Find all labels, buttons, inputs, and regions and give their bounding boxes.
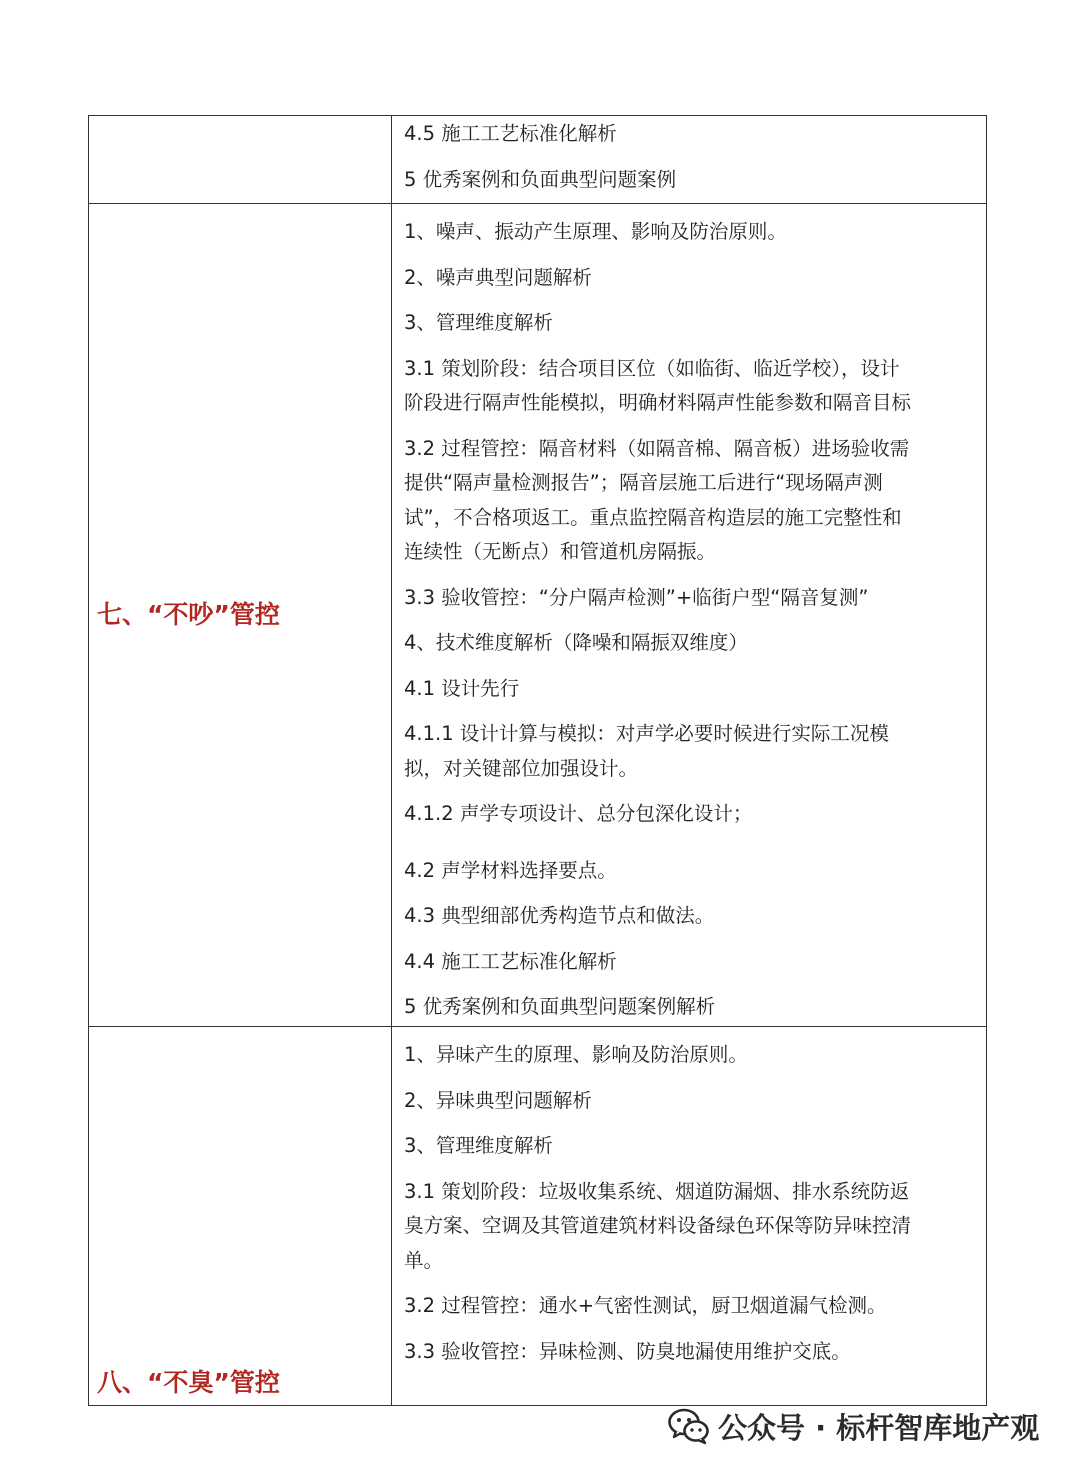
row3-content xyxy=(392,1027,986,1369)
row1-content xyxy=(392,116,986,197)
content-line: 3.2 过程管控：隔音材料（如隔音棉、隔音板）进场验收需 xyxy=(404,436,910,460)
content-line: 5 优秀案例和负面典型问题案例解析 xyxy=(404,995,716,1018)
content-line: 单。 xyxy=(404,1248,444,1272)
paragraph-gap xyxy=(404,661,978,672)
content-line: 1、异味产生的原理、影响及防治原则。 xyxy=(404,1043,748,1066)
content-line: 3.3 验收管控：“分户隔声检测”+临街户型“隔音复测” xyxy=(404,585,869,609)
content-line: 提供“隔声量检测报告”；隔音层施工后进行“现场隔声测 xyxy=(404,471,883,494)
paragraph-gap xyxy=(404,888,978,899)
content-line: 4.5 施工工艺标准化解析 xyxy=(404,122,617,145)
content-line: 拟，对关键部位加强设计。 xyxy=(404,756,639,780)
paragraph-gap xyxy=(404,615,978,626)
paragraph-gap xyxy=(404,843,978,854)
paragraph-gap xyxy=(404,341,978,352)
row2-section-title: 七、“不吵”管控 xyxy=(97,600,280,629)
content-line: 4.1 设计先行 xyxy=(404,676,520,700)
row3-section-title: 八、“不臭”管控 xyxy=(97,1368,280,1397)
row2-left-cell xyxy=(89,204,392,1027)
row2-content xyxy=(392,204,986,1025)
content-line: 4.1.1 设计计算与模拟：对声学必要时候进行实际工况模 xyxy=(404,722,889,745)
wechat-icon xyxy=(668,1406,710,1446)
table-row xyxy=(89,204,987,1027)
watermark xyxy=(668,1404,1039,1448)
paragraph-gap xyxy=(404,250,978,261)
content-line: 2、异味典型问题解析 xyxy=(404,1088,592,1112)
watermark-text: 公众号 · 标杆智库地产观 xyxy=(718,1410,1040,1445)
paragraph-gap xyxy=(404,934,978,945)
paragraph-gap xyxy=(404,832,978,843)
table-row xyxy=(89,116,987,204)
paragraph-gap xyxy=(404,421,978,432)
content-line: 1、噪声、振动产生原理、影响及防治原则。 xyxy=(404,220,787,243)
content-line: 3、管理维度解析 xyxy=(404,311,553,334)
content-line: 试”，不合格项返工。重点监控隔音构造层的施工完整性和 xyxy=(404,505,902,529)
content-line: 5 优秀案例和负面典型问题案例 xyxy=(404,167,677,191)
content-line: 3、管理维度解析 xyxy=(404,1134,553,1157)
content-line: 臭方案、空调及其管道建筑材料设备绿色环保等防异味控清 xyxy=(404,1214,912,1237)
content-line: 3.3 验收管控：异味检测、防臭地漏使用维护交底。 xyxy=(404,1339,851,1363)
content-line: 4.2 声学材料选择要点。 xyxy=(404,858,617,882)
content-line: 3.1 策划阶段：结合项目区位（如临街、临近学校），设计 xyxy=(404,356,900,380)
paragraph-gap xyxy=(404,979,978,990)
row3-left-cell xyxy=(89,1027,392,1406)
table-row xyxy=(89,1027,987,1406)
row3-content-cell xyxy=(392,1027,987,1406)
content-line: 4.3 典型细部优秀构造节点和做法。 xyxy=(404,904,715,927)
paragraph-gap xyxy=(404,295,978,306)
row2-content-cell xyxy=(392,204,987,1027)
content-line: 连续性（无断点）和管道机房隔振。 xyxy=(404,540,717,563)
paragraph-gap xyxy=(404,786,978,797)
paragraph-gap xyxy=(404,1118,978,1129)
paragraph-gap xyxy=(404,1278,978,1289)
paragraph-gap xyxy=(404,1073,978,1084)
content-line: 4.1.2 声学专项设计、总分包深化设计； xyxy=(404,802,753,825)
content-line: 4、技术维度解析（降噪和隔振双维度） xyxy=(404,631,748,654)
row1-left-cell xyxy=(89,116,392,204)
row1-content-cell xyxy=(392,116,987,204)
paragraph-gap xyxy=(404,152,978,163)
content-line: 3.1 策划阶段：垃圾收集系统、烟道防漏烟、排水系统防返 xyxy=(404,1179,910,1203)
paragraph-gap xyxy=(404,1324,978,1335)
content-line: 3.2 过程管控：通水+气密性测试，厨卫烟道漏气检测。 xyxy=(404,1294,887,1317)
paragraph-gap xyxy=(404,1164,978,1175)
content-line: 阶段进行隔声性能模拟，明确材料隔声性能参数和隔音目标 xyxy=(404,391,912,414)
paragraph-gap xyxy=(404,570,978,581)
paragraph-gap xyxy=(404,706,978,717)
content-line: 4.4 施工工艺标准化解析 xyxy=(404,949,617,973)
content-line: 2、噪声典型问题解析 xyxy=(404,265,592,289)
content-table xyxy=(88,115,987,1406)
